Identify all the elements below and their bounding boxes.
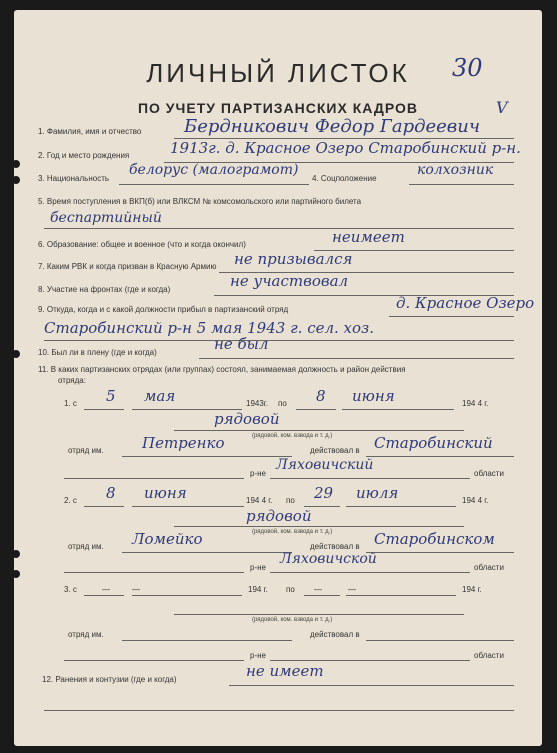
row2-line — [270, 572, 470, 573]
row1-acted-label: действовал в — [310, 446, 360, 455]
field-10-value: не был — [214, 335, 269, 353]
row1-year-to: 194 4 г. — [462, 399, 489, 408]
field-2-label: 2. Год и место рождения — [38, 151, 130, 160]
row3-line — [304, 595, 340, 596]
row2-day-to: 29 — [314, 484, 334, 502]
field-12-value: не имеет — [246, 662, 324, 680]
row2-prefix: 2. с — [64, 496, 77, 505]
punch-hole — [14, 176, 20, 184]
row2-district: Ляховичской — [280, 551, 377, 567]
row3-month-from: — — [132, 585, 140, 594]
row3-acted-label: действовал в — [310, 630, 360, 639]
row3-squad-label: отряд им. — [68, 630, 104, 639]
punch-hole — [14, 160, 20, 168]
row1-line — [122, 456, 292, 457]
field-11-label-cont: отряда: — [58, 376, 86, 385]
row3-line — [270, 660, 470, 661]
row3-line — [64, 660, 244, 661]
row1-line — [366, 456, 514, 457]
field-10-label: 10. Был ли в плену (где и когда) — [38, 348, 157, 357]
row1-position-hint: (рядовой, ком. взвода и т. д.) — [252, 433, 333, 439]
document-subtitle: ПО УЧЕТУ ПАРТИЗАНСКИХ КАДРОВ — [137, 100, 419, 116]
row3-line — [174, 614, 464, 615]
row1-squad-name: Петренко — [142, 434, 225, 452]
corner-number: 30 — [452, 54, 483, 82]
field-9-label: 9. Откуда, когда и с какой должности прибыл в партизанский отряд — [38, 305, 289, 314]
document-title: ЛИЧНЫЙ ЛИСТОК — [146, 58, 410, 88]
field-9-value-1: д. Красное Озеро — [396, 294, 535, 312]
row1-line — [342, 409, 454, 410]
row2-line — [132, 506, 244, 507]
field-8-value: не участвовал — [230, 272, 349, 290]
field-4-value: колхозник — [417, 162, 494, 178]
row1-position: рядовой — [214, 410, 280, 428]
row1-squad-label: отряд им. — [68, 446, 104, 455]
field-8-label: 8. Участие на фронтах (где и когда) — [38, 285, 171, 294]
field-11-label: 11. В каких партизанских отрядах (или группах) состоял, занимаемая должность и район действия — [38, 365, 406, 374]
row3-month-to: — — [348, 585, 356, 594]
field-1-value: Бердникович Федор Гардеевич — [184, 116, 481, 137]
field-9-line-2 — [44, 340, 514, 341]
row3-day-to: — — [314, 585, 322, 594]
row2-line — [64, 572, 244, 573]
field-5-value: беспартийный — [50, 210, 162, 226]
field-1-label: 1. Фамилия, имя и отчество — [38, 127, 142, 136]
punch-hole — [14, 550, 20, 558]
row3-year-from: 194 г. — [248, 585, 268, 594]
row1-year-from: 1943г. — [246, 399, 268, 408]
row1-oblast-label: области — [474, 469, 504, 478]
row3-day-from: — — [102, 585, 110, 594]
row3-rn-label: р-не — [250, 651, 266, 660]
field-4-label: 4. Соцположение — [312, 174, 377, 183]
row2-day-from: 8 — [106, 484, 116, 502]
field-4-line — [409, 184, 514, 185]
row2-year-to: 194 4 г. — [462, 496, 489, 505]
row2-line — [174, 526, 464, 527]
row3-year-to: 194 г. — [462, 585, 482, 594]
row1-line — [270, 478, 470, 479]
row1-prefix: 1. с — [64, 399, 77, 408]
field-12-line — [229, 685, 514, 686]
row2-squad-label: отряд им. — [68, 542, 104, 551]
document-page — [14, 10, 542, 746]
row1-district: Ляховичский — [276, 457, 374, 473]
field-7-label: 7. Каким РВК и когда призван в Красную Армию — [38, 262, 217, 271]
row2-month-to: июля — [356, 484, 399, 502]
row2-region: Старобинском — [374, 530, 495, 548]
row1-line — [64, 478, 244, 479]
row3-line — [84, 595, 124, 596]
field-10-line — [199, 358, 514, 359]
row3-position-hint: (рядовой, ком. взвода и т. д.) — [252, 617, 333, 623]
row3-line — [132, 595, 242, 596]
row3-by: по — [286, 585, 295, 594]
row1-line — [174, 430, 464, 431]
row2-acted-label: действовал в — [310, 542, 360, 551]
row1-day-to: 8 — [316, 387, 326, 405]
row1-region: Старобинский — [374, 434, 493, 452]
corner-mark: V — [496, 98, 508, 117]
field-6-label: 6. Образование: общее и военное (что и когда окончил) — [38, 240, 246, 249]
row1-day-from: 5 — [106, 387, 116, 405]
row2-line — [84, 506, 124, 507]
field-3-value: белорус (малограмот) — [129, 162, 299, 178]
row2-oblast-label: области — [474, 563, 504, 572]
row1-month-from: мая — [144, 387, 176, 405]
row2-position: рядовой — [246, 507, 312, 525]
field-5-line — [44, 228, 514, 229]
row2-position-hint: (рядовой, ком. взвода и т. д.) — [252, 529, 333, 535]
row2-line — [122, 552, 292, 553]
punch-hole — [14, 350, 20, 358]
row2-rn-label: р-не — [250, 563, 266, 572]
punch-hole — [14, 570, 20, 578]
row2-month-from: июня — [144, 484, 187, 502]
row1-by: по — [278, 399, 287, 408]
row2-squad-name: Ломейко — [132, 530, 203, 548]
row2-line — [366, 552, 514, 553]
field-12-line-2 — [44, 710, 514, 711]
field-3-label: 3. Национальность — [38, 174, 110, 183]
field-12-label: 12. Ранения и контузии (где и когда) — [42, 675, 177, 684]
row1-line — [296, 409, 336, 410]
field-5-label: 5. Время поступления в ВКП(б) или ВЛКСМ № комсомольского или партийного билета — [38, 197, 362, 206]
row2-year-from: 194 4 г. — [246, 496, 273, 505]
row1-month-to: июня — [352, 387, 395, 405]
row3-line — [122, 640, 292, 641]
field-7-value: не призывался — [234, 250, 353, 268]
row3-oblast-label: области — [474, 651, 504, 660]
row3-line — [366, 640, 514, 641]
field-9-value-2: Старобинский р-н 5 мая 1943 г. сел. хоз. — [44, 319, 374, 337]
field-3-line — [119, 184, 309, 185]
field-2-value: 1913г. д. Красное Озеро Старобинский р-н. — [170, 139, 521, 157]
row2-by: по — [286, 496, 295, 505]
field-6-value: неимеет — [332, 228, 405, 246]
row1-rn-label: р-не — [250, 469, 266, 478]
row2-line — [346, 506, 456, 507]
field-9-line-1 — [389, 316, 514, 317]
row1-line — [84, 409, 124, 410]
row3-prefix: 3. с — [64, 585, 77, 594]
row3-line — [346, 595, 456, 596]
